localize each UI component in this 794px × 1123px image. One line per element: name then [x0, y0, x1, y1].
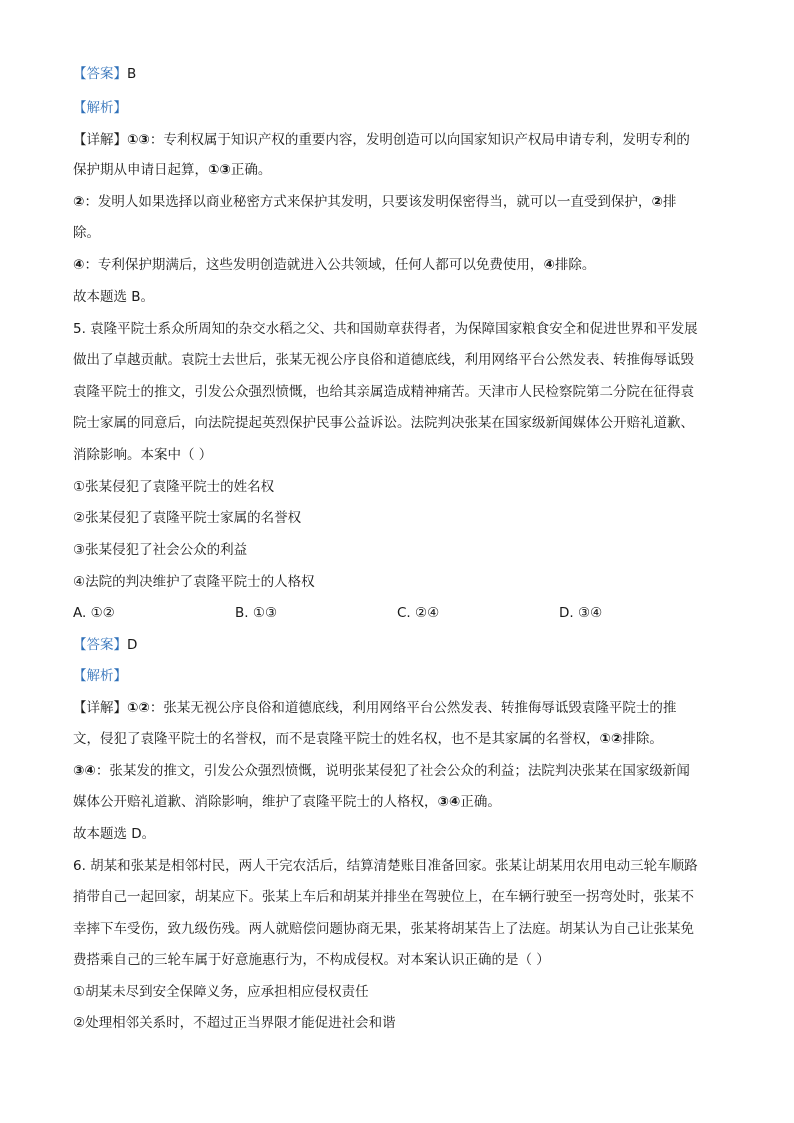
q6-stem-line-1: 6. 胡某和张某是相邻村民，两人干完农活后，结算清楚账目准备回家。张某让胡某用农用电动三轮车顺路: [73, 858, 698, 874]
q5-conclusion: 故本题选 D。: [73, 826, 156, 842]
q5-item-3: ③张某侵犯了社会公众的利益: [73, 542, 248, 558]
q5-option-a: A. ①②: [73, 605, 115, 621]
q5-item-4: ④法院的判决维护了袁隆平院士的人格权: [73, 574, 315, 590]
q5-stem-line-5: 消除影响。本案中（ ）: [73, 447, 213, 463]
q6-stem-line-4: 费搭乘自己的三轮车属于好意施惠行为，不构成侵权。对本案认识正确的是（ ）: [73, 952, 550, 968]
q5-stem-line-4: 院士家属的同意后，向法院提起英烈保护民事公益诉讼。法院判决张某在国家级新闻媒体公开赔礼道歉、: [73, 415, 694, 431]
q5-point-34-line-1: ③④：张某发的推文，引发公众强烈愤慨，说明张某侵犯了社会公众的利益；法院判决张某在国家级新闻: [73, 763, 690, 779]
q5-analysis-label: 【解析】: [73, 668, 127, 684]
q4-point-2-line-1: ②：发明人如果选择以商业秘密方式来保护其发明，只要该发明保密得当，就可以一直受到保护，②排: [73, 194, 677, 210]
q5-option-c: C. ②④: [397, 605, 440, 621]
q5-detail-line-1: 【详解】①②：张某无视公序良俗和道德底线，利用网络平台公然发表、转推侮辱诋毁袁隆平院士的推: [73, 700, 677, 716]
q4-detail-line-1: 【详解】①③：专利权属于知识产权的重要内容，发明创造可以向国家知识产权局申请专利，发明专利的: [73, 132, 690, 148]
q4-point-2-line-2: 除。: [73, 225, 100, 241]
q5-answer-value: D: [127, 637, 138, 653]
q4-analysis-label: 【解析】: [73, 100, 127, 116]
q5-point-34-line-2: 媒体公开赔礼道歉、消除影响，维护了袁隆平院士的人格权，③④正确。: [73, 794, 501, 810]
q4-detail-marks: ①③: [127, 132, 150, 148]
q4-answer-label: 【答案】: [73, 66, 127, 82]
q6-item-2: ②处理相邻关系时，不超过正当界限才能促进社会和谐: [73, 1015, 396, 1031]
q4-answer-line: [73, 65, 136, 83]
q5-stem-line-3: 袁隆平院士的推文，引发公众强烈愤慨，也给其亲属造成精神痛苦。天津市人民检察院第二分院在征得袁: [73, 384, 694, 400]
q5-item-1: ①张某侵犯了袁隆平院士的姓名权: [73, 479, 275, 495]
q5-answer-line: [73, 636, 137, 654]
q5-stem-line-2: 做出了卓越贡献。袁院士去世后，张某无视公序良俗和道德底线，利用网络平台公然发表、转推侮辱诋毁: [73, 352, 694, 368]
q5-detail-label: 【详解】: [73, 700, 127, 716]
q4-detail-label: 【详解】: [73, 132, 127, 148]
q6-item-1: ①胡某未尽到安全保障义务，应承担相应侵权责任: [73, 984, 369, 1000]
q6-stem-line-2: 捎带自己一起回家，胡某应下。张某上车后和胡某并排坐在驾驶位上，在车辆行驶至一拐弯处时，张某不: [73, 889, 694, 905]
q4-conclusion: 故本题选 B。: [73, 289, 155, 305]
q4-point-4-line: ④：专利保护期满后，这些发明创造就进入公共领域，任何人都可以免费使用，④排除。: [73, 257, 596, 273]
q4-detail-line-2: 保护期从申请日起算，①③正确。: [73, 162, 272, 178]
q5-stem-line-1: 5. 袁隆平院士系众所周知的杂交水稻之父、共和国勋章获得者，为保障国家粮食安全和促进世界和平发展: [73, 321, 698, 337]
q5-option-b: B. ①③: [235, 605, 278, 621]
q4-answer-value: B: [127, 66, 137, 82]
q6-stem-line-3: 幸摔下车受伤，致九级伤残。两人就赔偿问题协商无果，张某将胡某告上了法庭。胡某认为自己让张某免: [73, 921, 694, 937]
q5-item-2: ②张某侵犯了袁隆平院士家属的名誉权: [73, 510, 302, 526]
q5-detail-line-2: 文，侵犯了袁隆平院士的名誉权，而不是袁隆平院士的姓名权，也不是其家属的名誉权，①②排除。: [73, 731, 663, 747]
q5-answer-label: 【答案】: [73, 637, 127, 653]
q5-option-d: D. ③④: [559, 605, 603, 621]
